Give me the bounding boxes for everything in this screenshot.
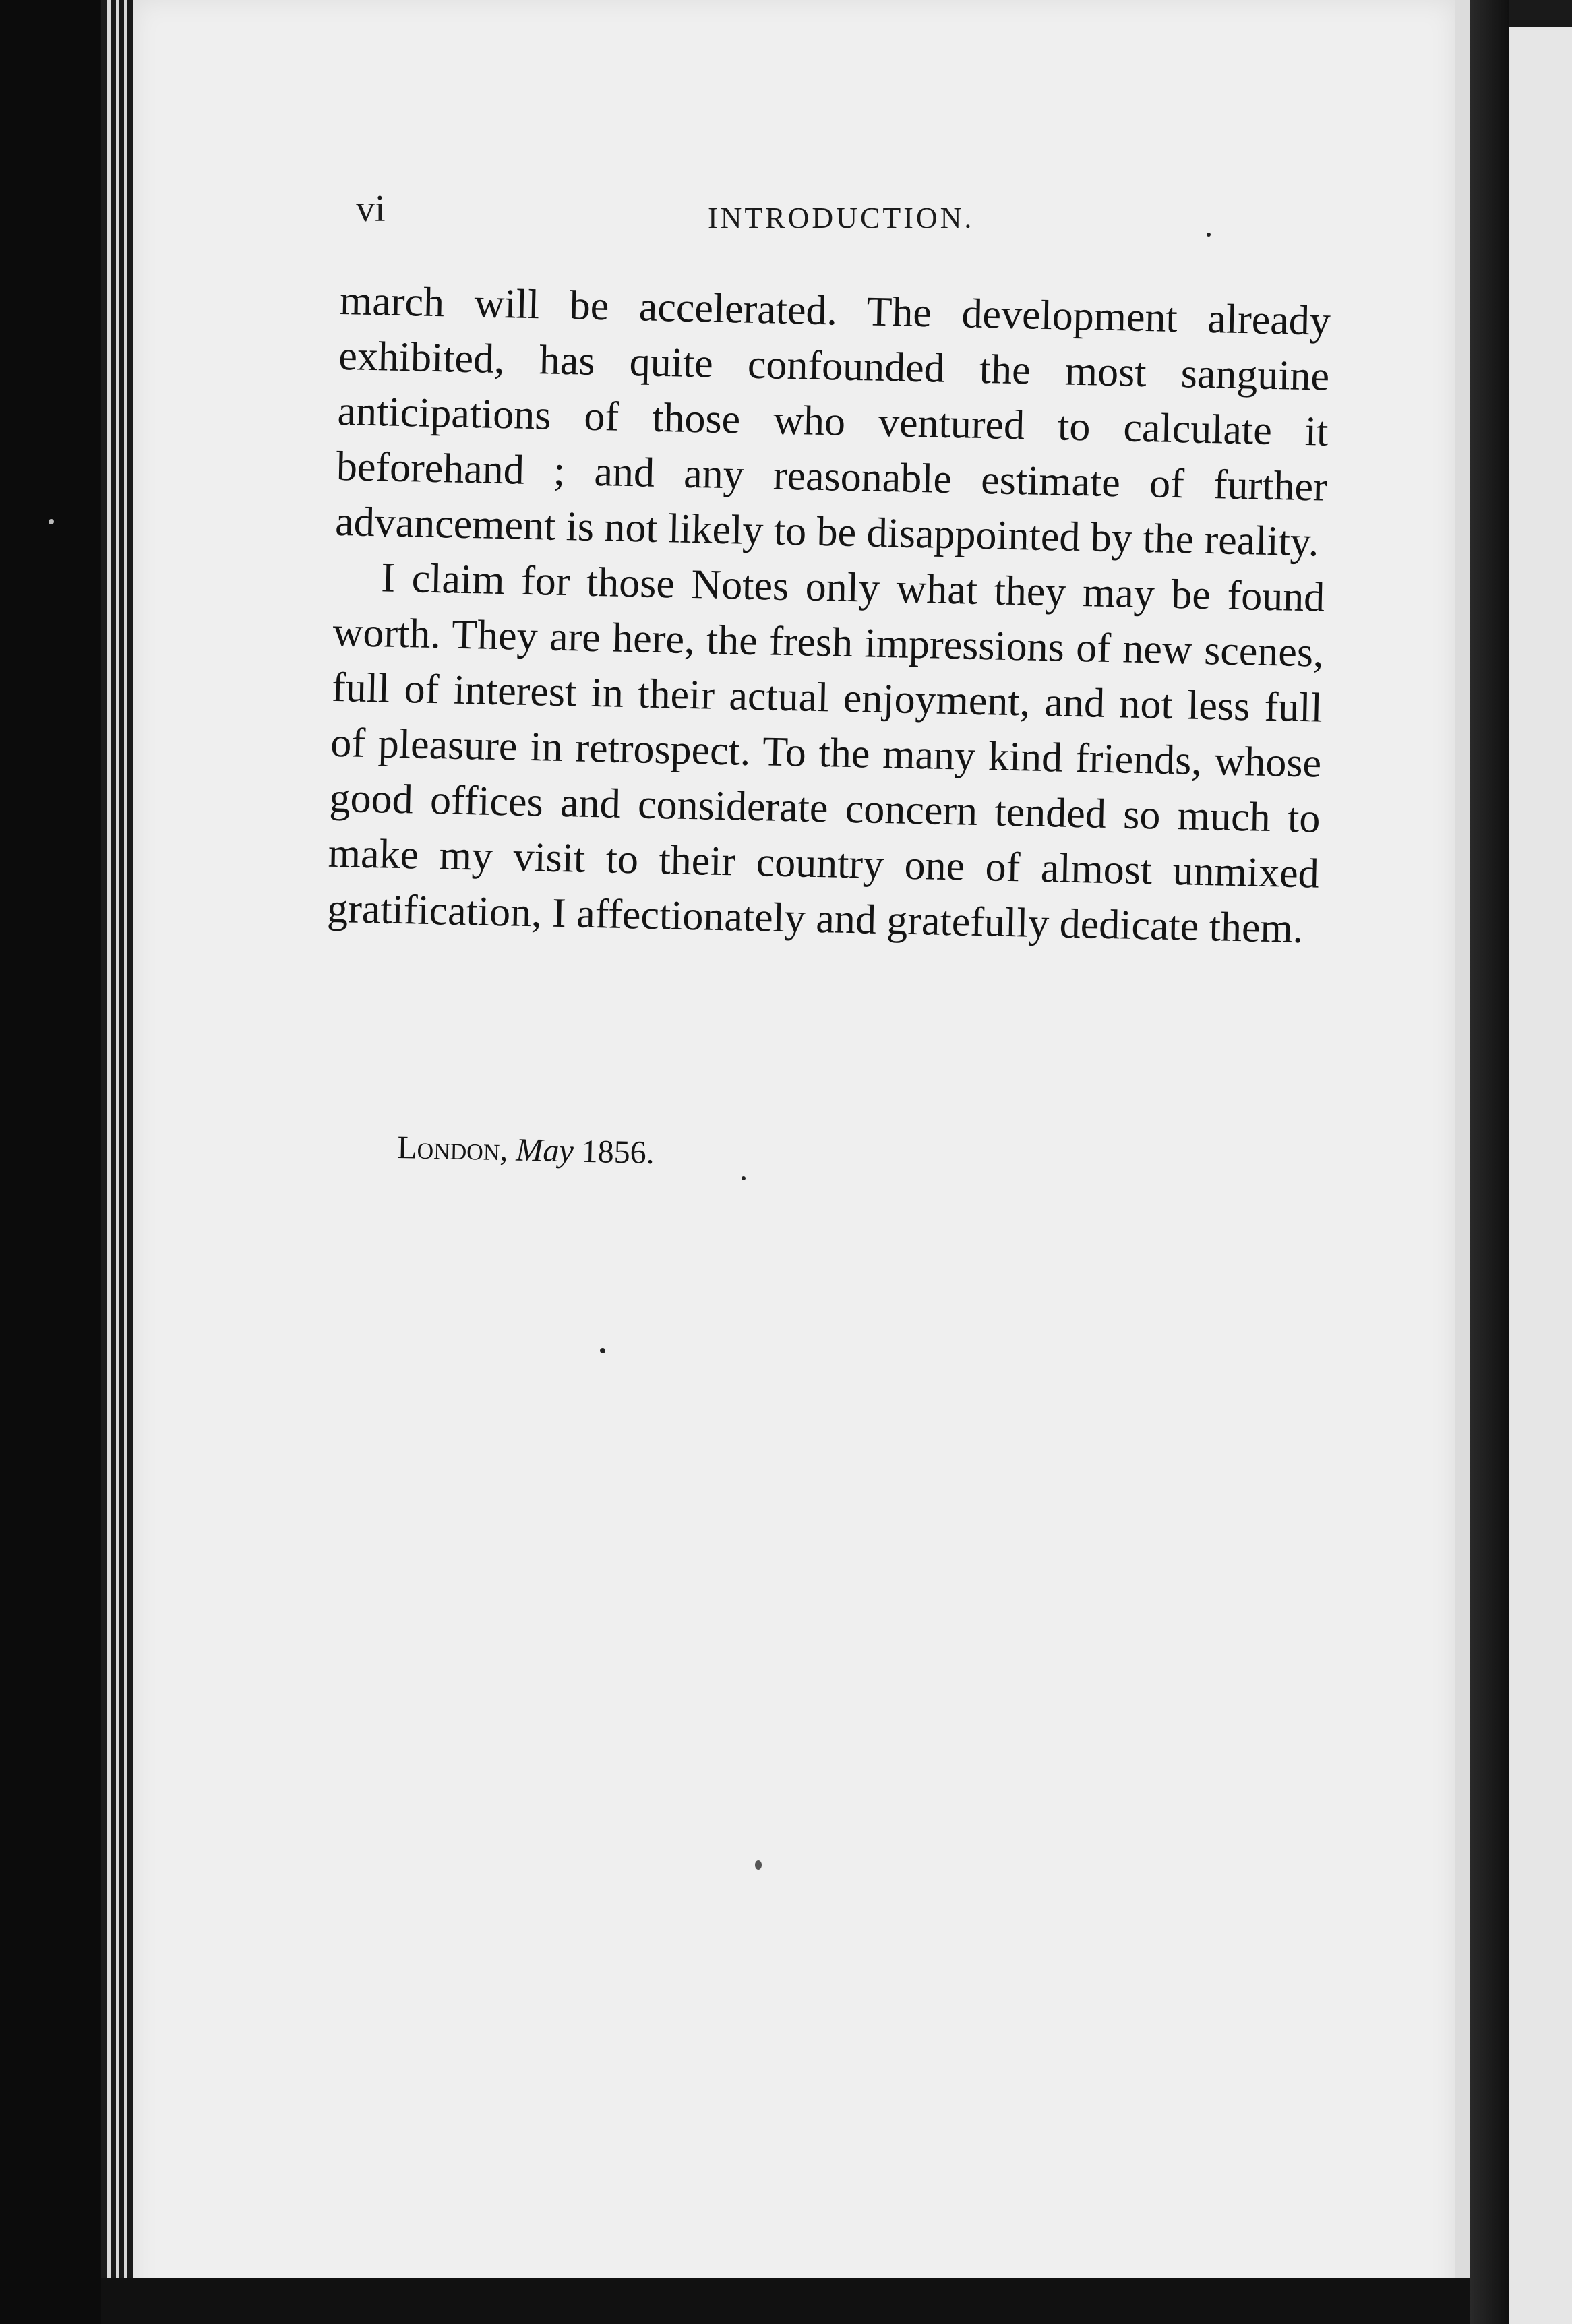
bottom-scan-margin [101, 2278, 1470, 2324]
scan-speck [600, 1348, 605, 1353]
paragraph: march will be accelerated. The development already exhibited, has quite confounded the most sanguine anticipations of those who ventured to calculate it beforehand ; and any reasonable estimate of further advancement is not likely to be disappointed by the reality. [334, 277, 1331, 565]
scan-speck [49, 519, 54, 524]
dateline-month: May [515, 1132, 574, 1169]
body-text [326, 273, 1331, 957]
gutter-shadow [1470, 0, 1509, 2324]
left-scan-margin [0, 0, 101, 2324]
scan-speck [742, 1176, 746, 1180]
paragraph: I claim for those Notes only what they may be found worth. They are here, the fresh impressions of new scenes, full of interest in their actual enjoyment, and not less full of pleasure in retrospect. To the many kind friends, whose good offices and considerate concern tended so much to make my visit to their country one of almost unmixed gratification, I affectionately and gratefully dedicate them. [326, 555, 1325, 952]
page-number: vi [356, 188, 386, 230]
facing-page-edge [1509, 27, 1572, 2324]
binding-line [107, 0, 111, 2324]
binding-line [124, 0, 127, 2324]
scan-speck [1207, 233, 1211, 237]
scan-speck [755, 1860, 762, 1870]
dateline [397, 1129, 655, 1171]
binding-line [116, 0, 119, 2324]
page-edge [1455, 0, 1470, 2324]
dateline-year: 1856. [581, 1133, 655, 1171]
dateline-place: London, [396, 1129, 509, 1168]
running-head: INTRODUCTION. [708, 202, 975, 235]
